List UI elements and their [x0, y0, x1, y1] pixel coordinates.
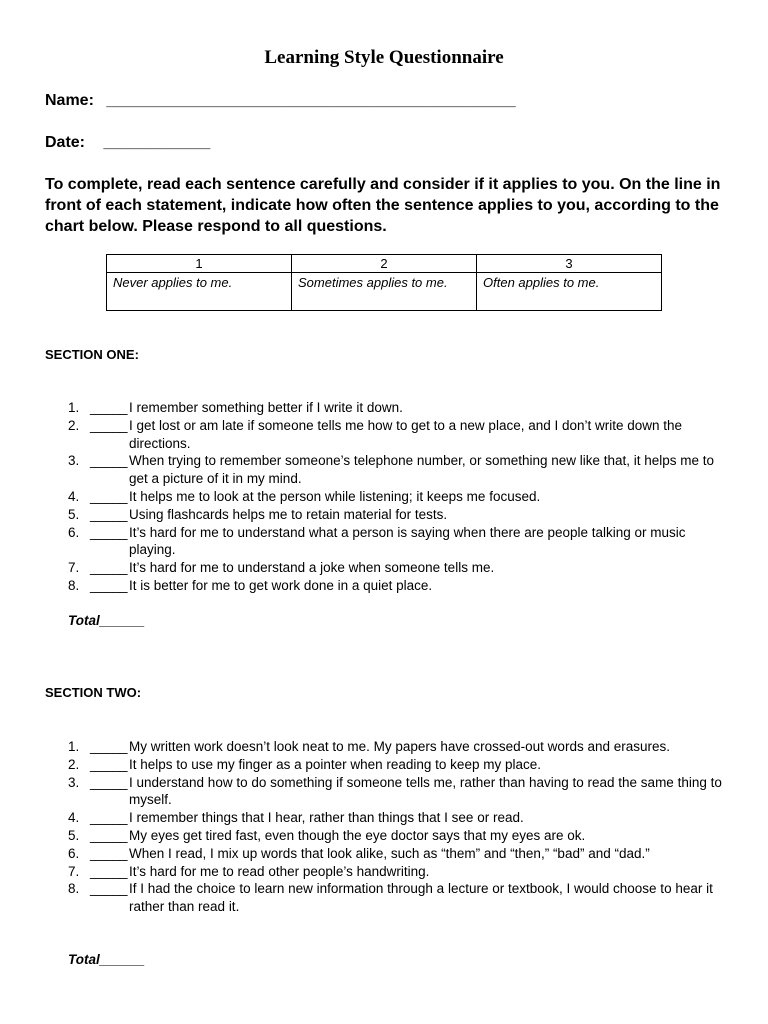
list-item — [68, 452, 728, 488]
item-number: 5. — [68, 827, 80, 843]
answer-blank[interactable]: _____ — [90, 881, 128, 897]
name-line[interactable]: ______________________________________________ — [106, 92, 516, 109]
answer-blank[interactable]: _____ — [90, 506, 128, 522]
item-text: It helps to use my finger as a pointer when reading to keep my place. — [129, 756, 541, 772]
answer-blank[interactable]: _____ — [90, 756, 128, 772]
item-number: 2. — [68, 417, 80, 433]
item-text: It’s hard for me to understand a joke when someone tells me. — [129, 560, 495, 576]
list-item — [68, 809, 728, 827]
page-title: Learning Style Questionnaire — [264, 47, 504, 68]
answer-blank[interactable]: _____ — [90, 827, 128, 843]
list-item — [68, 577, 728, 595]
item-text: It’s hard for me to read other people’s handwriting. — [129, 863, 430, 879]
item-number: 8. — [68, 577, 80, 593]
answer-blank[interactable]: _____ — [90, 560, 128, 576]
item-number: 6. — [68, 524, 80, 540]
item-text: My eyes get tired fast, even though the eye doctor says that my eyes are ok. — [129, 827, 586, 843]
item-number: 7. — [68, 560, 80, 576]
item-number: 8. — [68, 881, 80, 897]
section-two-total[interactable]: Total______ — [68, 952, 145, 967]
scale-description-cell: Sometimes applies to me. — [292, 273, 477, 311]
item-number: 3. — [68, 774, 80, 790]
scale-header-cell: 1 — [107, 255, 292, 273]
list-item — [68, 524, 728, 560]
item-text: Using flashcards helps me to retain material for tests. — [129, 506, 448, 522]
list-item — [68, 399, 728, 417]
item-text: It helps me to look at the person while listening; it keeps me focused. — [129, 488, 541, 504]
item-number: 4. — [68, 488, 80, 504]
answer-blank[interactable]: _____ — [90, 400, 128, 415]
item-text: It is better for me to get work done in a quiet place. — [129, 577, 433, 593]
section-two-list — [68, 738, 728, 916]
item-number: 5. — [68, 506, 80, 522]
section-one-list — [68, 399, 728, 595]
item-number: 1. — [68, 739, 80, 754]
section-one-heading: SECTION ONE: — [45, 347, 139, 362]
answer-blank[interactable]: _____ — [90, 453, 128, 469]
list-item — [68, 880, 728, 916]
item-text: I remember something better if I write it down. — [129, 400, 403, 415]
list-item — [68, 506, 728, 524]
list-item — [68, 738, 728, 756]
list-item — [68, 863, 728, 881]
item-number: 3. — [68, 453, 80, 469]
instructions: To complete, read each sentence carefully and consider if it applies to you. On the line in front of each statement, indicate how often the sentence applies to you, according to the chart below. Please respond to all questions. — [45, 176, 721, 235]
list-item — [68, 417, 728, 453]
name-field[interactable] — [45, 92, 516, 110]
section-two-heading: SECTION TWO: — [45, 685, 142, 700]
list-item — [68, 488, 728, 506]
item-text: I remember things that I hear, rather than things that I see or read. — [129, 810, 524, 826]
answer-blank[interactable]: _____ — [90, 863, 128, 879]
answer-blank[interactable]: _____ — [90, 488, 128, 504]
scale-header-cell: 2 — [292, 255, 477, 273]
list-item — [68, 774, 728, 810]
scale-header-cell: 3 — [477, 255, 662, 273]
answer-blank[interactable]: _____ — [90, 810, 128, 826]
item-text: When I read, I mix up words that look alike, such as “them” and “then,” “bad” and “dad.” — [129, 845, 650, 861]
item-number: 7. — [68, 863, 80, 879]
answer-blank[interactable]: _____ — [90, 417, 128, 433]
date-field[interactable] — [45, 134, 210, 152]
item-text: I get lost or am late if someone tells me how to get to a new place, and I don’t write down the directions. — [129, 417, 683, 451]
section-one-total[interactable]: Total______ — [68, 613, 145, 628]
answer-blank[interactable]: _____ — [90, 845, 128, 861]
rating-scale-table — [106, 254, 662, 311]
item-text: If I had the choice to learn new information through a lecture or textbook, I would choose to hear it rather than read it. — [129, 881, 713, 915]
item-text: I understand how to do something if someone tells me, rather than having to read the same thing to myself. — [129, 774, 722, 808]
list-item — [68, 845, 728, 863]
name-label: Name: — [45, 92, 94, 109]
item-number: 6. — [68, 845, 80, 861]
answer-blank[interactable]: _____ — [90, 524, 128, 540]
scale-description-cell: Often applies to me. — [477, 273, 662, 311]
answer-blank[interactable]: _____ — [90, 774, 128, 790]
date-line[interactable]: ____________ — [103, 134, 211, 151]
answer-blank[interactable]: _____ — [90, 739, 128, 754]
scale-header-row — [107, 255, 662, 273]
item-number: 4. — [68, 810, 80, 826]
item-number: 2. — [68, 756, 80, 772]
item-text: My written work doesn’t look neat to me. My papers have crossed-out words and erasures. — [129, 739, 670, 754]
list-item — [68, 756, 728, 774]
scale-description-cell: Never applies to me. — [107, 273, 292, 311]
scale-description-row — [107, 273, 662, 311]
list-item — [68, 827, 728, 845]
answer-blank[interactable]: _____ — [90, 577, 128, 593]
item-text: It’s hard for me to understand what a person is saying when there are people talking or music playing. — [129, 524, 686, 558]
item-number: 1. — [68, 400, 80, 415]
item-text: When trying to remember someone’s telephone number, or something new like that, it helps me to get a picture of it in my mind. — [129, 453, 715, 487]
date-label: Date: — [45, 134, 86, 151]
list-item — [68, 559, 728, 577]
